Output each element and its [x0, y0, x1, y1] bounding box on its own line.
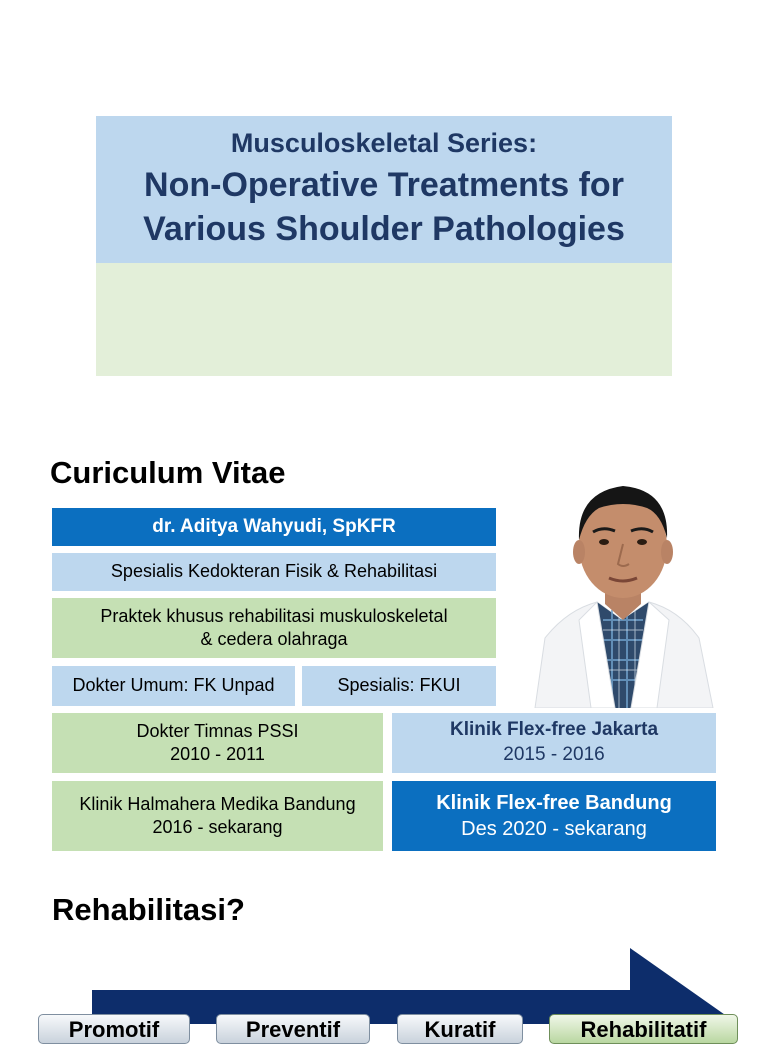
stage-rehabilitatif-label: Rehabilitatif	[580, 1017, 707, 1042]
main-title	[143, 163, 625, 251]
cv-heading: Curiculum Vitae	[50, 455, 286, 490]
stage-preventif-label: Preventif	[245, 1017, 341, 1042]
cv-flex-bandung	[392, 781, 716, 851]
cv-edu-general	[52, 666, 295, 706]
cv-edu-specialist	[302, 666, 496, 706]
cv-timnas-title: Dokter Timnas PSSI	[136, 720, 299, 741]
stage-kuratif-label: Kuratif	[424, 1017, 496, 1042]
cv-flex-jakarta	[392, 713, 716, 773]
cv-specialty	[52, 553, 496, 591]
cv-edu-specialist-text: Spesialis: FKUI	[337, 675, 461, 696]
title-slide	[96, 116, 672, 376]
doctor-portrait-photo	[527, 470, 717, 708]
series-label: Musculoskeletal Series:	[230, 127, 538, 158]
rehab-heading: Rehabilitasi?	[52, 892, 245, 927]
stage-promotif	[38, 1014, 190, 1044]
cv-practice	[52, 598, 496, 658]
stage-promotif-label: Promotif	[68, 1017, 160, 1042]
cv-flex-bandung-years: Des 2020 - sekarang	[461, 818, 647, 840]
cv-name-text: dr. Aditya Wahyudi, SpKFR	[152, 515, 396, 537]
stage-rehabilitatif	[549, 1014, 738, 1044]
cv-timnas	[52, 713, 383, 773]
cv-name	[52, 508, 496, 546]
cv-timnas-years: 2010 - 2011	[170, 744, 265, 764]
cv-flex-jakarta-years: 2015 - 2016	[503, 744, 605, 765]
cv-specialty-text: Spesialis Kedokteran Fisik & Rehabilitasi	[110, 561, 438, 582]
continuum-arrow	[92, 948, 738, 1024]
cv-practice-line-1: Praktek khusus rehabilitasi muskuloskeletal	[100, 605, 448, 626]
main-title-line-1: Non-Operative Treatments for	[144, 165, 624, 204]
cv-flex-bandung-title: Klinik Flex-free Bandung	[436, 792, 672, 814]
cv-edu-general-text: Dokter Umum: FK Unpad	[72, 675, 275, 696]
cv-practice-line-2: & cedera olahraga	[200, 629, 348, 649]
stage-kuratif	[397, 1014, 523, 1044]
stage-preventif	[216, 1014, 370, 1044]
main-title-line-2: Various Shoulder Pathologies	[143, 210, 625, 248]
cv-flex-jakarta-title: Klinik Flex-free Jakarta	[449, 719, 659, 741]
cv-halmahera-years: 2016 - sekarang	[152, 817, 283, 837]
cv-halmahera	[52, 781, 383, 851]
cv-halmahera-title: Klinik Halmahera Medika Bandung	[79, 793, 356, 814]
title-header	[96, 116, 672, 263]
